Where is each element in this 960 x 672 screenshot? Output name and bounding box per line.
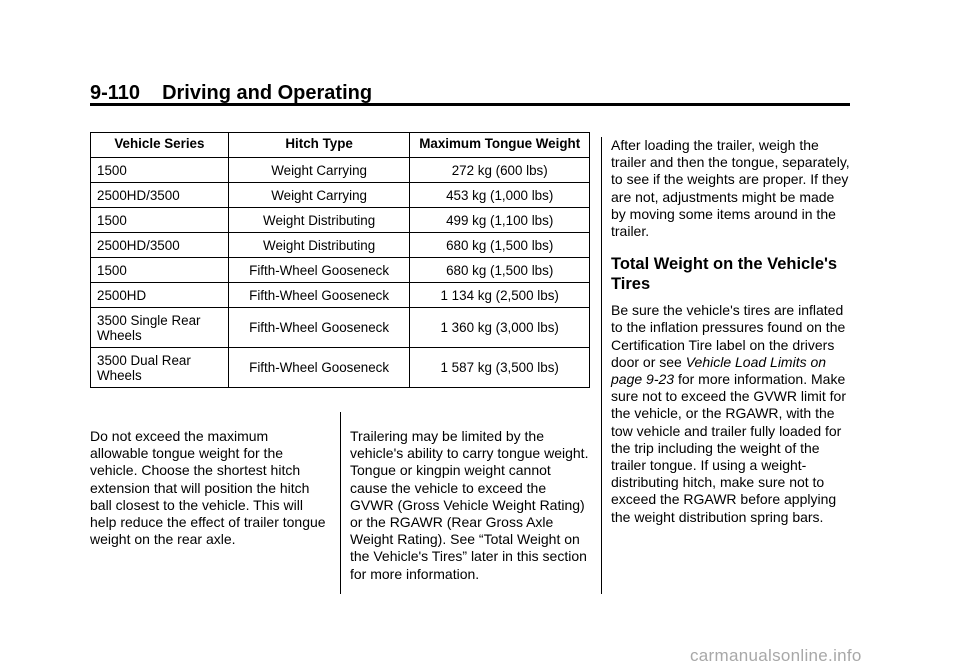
column-header: Vehicle Series (91, 133, 229, 158)
table-cell: Weight Distributing (228, 233, 410, 258)
page-number: 9-110 (90, 81, 141, 104)
table-row (91, 208, 590, 233)
table-cell: 1500 (91, 208, 229, 233)
left-column (90, 428, 330, 548)
column-divider (340, 412, 341, 594)
table-row (91, 258, 590, 283)
table-cell: 3500 Single Rear Wheels (91, 308, 229, 348)
cross-reference-link[interactable]: Vehicle Load Limits on page 9-23 (611, 353, 827, 388)
table-cell: Weight Carrying (228, 183, 410, 208)
right-column (611, 137, 851, 526)
table-cell: 1500 (91, 158, 229, 183)
header-rule (90, 103, 850, 106)
table-cell: 680 kg (1,500 lbs) (410, 258, 590, 283)
table-row (91, 233, 590, 258)
table-cell: Fifth-Wheel Gooseneck (228, 308, 410, 348)
table-cell: 1 360 kg (3,000 lbs) (410, 308, 590, 348)
column-divider (601, 137, 602, 594)
table-row (91, 348, 590, 388)
table-cell: 1 134 kg (2,500 lbs) (410, 283, 590, 308)
body-paragraph: After loading the trailer, weigh the trailer and then the tongue, separately, to see if the weights are proper. If they are not, adjustments might be made by moving some items around in the trailer. (611, 137, 850, 240)
table-cell: 1 587 kg (3,500 lbs) (410, 348, 590, 388)
paragraph-text: Be sure the vehicle's tires are inflated to the inflation pressures found on the Certification Tire label on the drivers door or see (611, 302, 846, 370)
table-cell: 680 kg (1,500 lbs) (410, 233, 590, 258)
table-cell: Fifth-Wheel Gooseneck (228, 258, 410, 283)
table-row (91, 283, 590, 308)
column-header: Hitch Type (228, 133, 410, 158)
section-title: Driving and Operating (162, 81, 373, 104)
table-cell: 499 kg (1,100 lbs) (410, 208, 590, 233)
table-cell: 2500HD/3500 (91, 233, 229, 258)
middle-column (350, 428, 590, 583)
table-cell: 2500HD/3500 (91, 183, 229, 208)
body-paragraph: Do not exceed the maximum allowable tongue weight for the vehicle. Choose the shortest hitch extension that will position the hitch ball closest to the vehicle. This will help reduce the effect of trailer tongue weight on the rear axle. (90, 428, 326, 548)
table-cell: Fifth-Wheel Gooseneck (228, 283, 410, 308)
section-subheading: Total Weight on the Vehicle's Tires (611, 255, 838, 294)
table-cell: 272 kg (600 lbs) (410, 158, 590, 183)
paragraph-text: for more information. Make sure not to exceed the GVWR limit for the vehicle, or the RGAWR, with the tow vehicle and trailer fully loaded for the trip including the weight of the trailer tongue. If using a weight-distributing hitch, make sure not to exceed the RGAWR before applying the weight distribution spring bars. (611, 371, 846, 525)
table-cell: 453 kg (1,000 lbs) (410, 183, 590, 208)
table-row (91, 183, 590, 208)
table-cell: Weight Distributing (228, 208, 410, 233)
body-paragraph: Trailering may be limited by the vehicle's ability to carry tongue weight. Tongue or kingpin weight cannot cause the vehicle to exceed the GVWR (Gross Vehicle Weight Rating) or the RGAWR (Rear Gross Axle Weight Rating). See “Total Weight on the Vehicle's Tires” later in this section for more information. (350, 428, 589, 582)
table-cell: Weight Carrying (228, 158, 410, 183)
table-header-row (91, 133, 590, 158)
table-cell: Fifth-Wheel Gooseneck (228, 348, 410, 388)
table-row (91, 158, 590, 183)
table-row (91, 308, 590, 348)
table-cell: 1500 (91, 258, 229, 283)
table-cell: 2500HD (91, 283, 229, 308)
watermark: carmanualsonline.info (690, 646, 862, 665)
tongue-weight-table (90, 132, 590, 388)
table-cell: 3500 Dual Rear Wheels (91, 348, 229, 388)
body-paragraph (611, 302, 851, 526)
column-header: Maximum Tongue Weight (410, 133, 590, 158)
